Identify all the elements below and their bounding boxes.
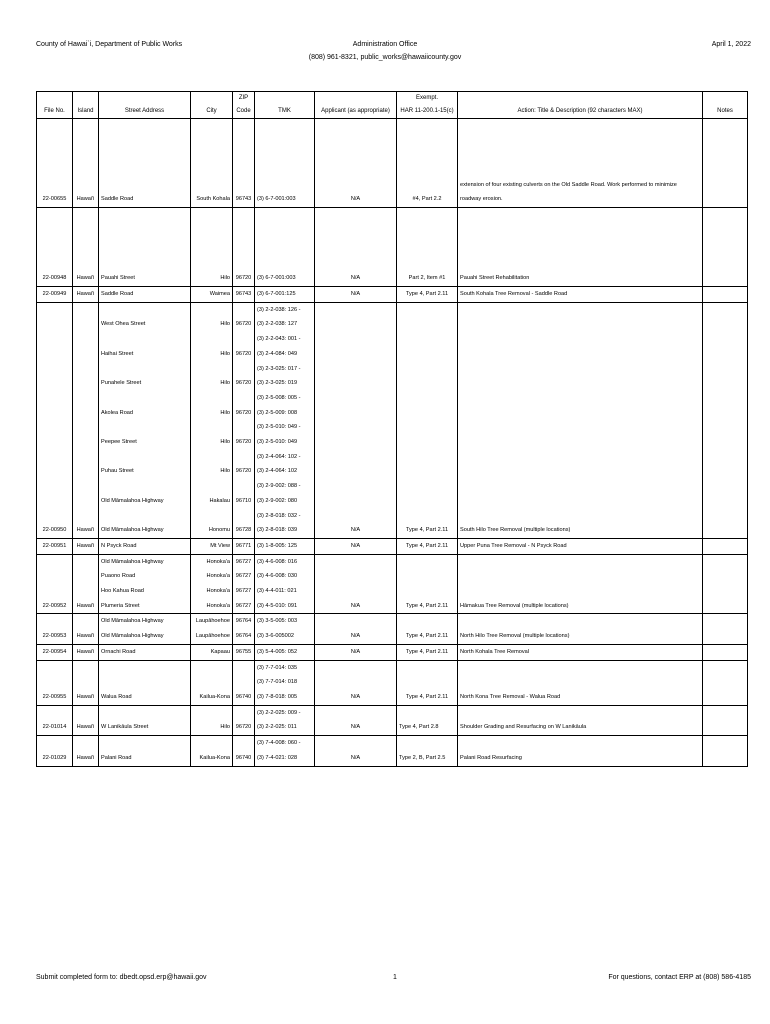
city: Mt View: [191, 538, 233, 554]
col-exempt: Exempt. HAR 11-200.1-15(c): [397, 92, 458, 119]
exempt: Part 2, Item #1: [397, 208, 458, 287]
island: Hawai'i: [73, 302, 99, 538]
notes: [703, 736, 748, 766]
header-office: [260, 38, 510, 64]
applicant: N/A: [315, 208, 397, 287]
tmk: (3) 2-2-025: 009 - (3) 2-2-025: 011: [255, 705, 315, 735]
office-title: Administration Office: [352, 41, 418, 48]
file-no: 22-01029: [37, 736, 73, 766]
notes: [703, 119, 748, 208]
street: Pauahi Street: [99, 208, 191, 287]
island: Hawai'i: [73, 208, 99, 287]
applicant: N/A: [315, 287, 397, 303]
file-no: 22-00655: [37, 119, 73, 208]
city: Honoka'a Honoka'a Honoka'a Honoka'a: [191, 554, 233, 614]
applicant: N/A: [315, 660, 397, 705]
zip: 96720 96720 96720 96720 96720 96720 96710 96728: [233, 302, 255, 538]
tmk: (3) 1-8-005: 125: [255, 538, 315, 554]
table-header-row: [37, 92, 748, 119]
notes: [703, 660, 748, 705]
street: Old Māmalahoa Highway Puaono Road Hoo Kahua Road Plumeria Street: [99, 554, 191, 614]
tmk: (3) 3-5-005: 003 (3) 3-6-005002: [255, 614, 315, 644]
file-no: 22-01014: [37, 705, 73, 735]
applicant: N/A: [315, 736, 397, 766]
island: Hawai'i: [73, 660, 99, 705]
action: Palani Road Resurfacing: [458, 736, 703, 766]
street: West Ohea Street Haihai Street Punahele Street Akolea Road Peepee Street Puhau Street Old Māmalahoa Highway Old Māmalahoa Highway: [99, 302, 191, 538]
notes: [703, 705, 748, 735]
street: Saddle Road: [99, 287, 191, 303]
page-number: 1: [393, 974, 397, 981]
island: Hawai'i: [73, 538, 99, 554]
city: Kailua-Kona: [191, 736, 233, 766]
table-row: [37, 644, 748, 660]
table-row: [37, 119, 748, 208]
zip: 96743: [233, 119, 255, 208]
tmk: (3) 4-6-008: 016 (3) 4-6-008: 030 (3) 4-4-011: 021 (3) 4-5-010: 091: [255, 554, 315, 614]
zip: 96743: [233, 287, 255, 303]
action: extension of four existing culverts on the Old Saddle Road. Work performed to minimize roadway erosion.: [458, 119, 703, 208]
tmk: (3) 5-4-005: 052: [255, 644, 315, 660]
tmk: (3) 7-4-008: 060 - (3) 7-4-021: 028: [255, 736, 315, 766]
city: Kapaau: [191, 644, 233, 660]
action: Hāmakua Tree Removal (multiple locations): [458, 554, 703, 614]
tmk: (3) 6-7-001:003: [255, 119, 315, 208]
col-tmk: TMK: [255, 92, 315, 119]
col-file-no: File No.: [37, 92, 73, 119]
action: South Kohala Tree Removal - Saddle Road: [458, 287, 703, 303]
col-city: City: [191, 92, 233, 119]
zip: 96727 96727 96727 96727: [233, 554, 255, 614]
exempt: Type 4, Part 2.11: [397, 554, 458, 614]
col-notes: Notes: [703, 92, 748, 119]
table-row: [37, 538, 748, 554]
exempt: Type 4, Part 2.11: [397, 287, 458, 303]
header-department: County of Hawai`i, Department of Public Works: [36, 41, 183, 48]
notes: [703, 287, 748, 303]
island: Hawai'i: [73, 644, 99, 660]
island: Hawai'i: [73, 614, 99, 644]
action: North Kohala Tree Removal: [458, 644, 703, 660]
table-row: [37, 287, 748, 303]
table-row: [37, 705, 748, 735]
street: Palani Road: [99, 736, 191, 766]
tmk: (3) 2-2-038: 126 - (3) 2-2-038: 127 (3) 2-2-043: 001 - (3) 2-4-084: 049 (3) 2-3-025: 017 - (3) 2-3-025: 019 (3) 2-5-008: 005 - (3) 2-5-009: 008 (3) 2-5-010: 049 - (3) 2-5-010: 049 (3) 2-4-064: 102 - (3) 2-4-064: 102 (3) 2-9-002: 088 - (3) 2-9-002: 080 (3) 2-8-018: 032 - (3) 2-8-018: 039: [255, 302, 315, 538]
street: Ornachi Road: [99, 644, 191, 660]
city: Hilo: [191, 705, 233, 735]
applicant: N/A: [315, 644, 397, 660]
applicant: N/A: [315, 538, 397, 554]
col-zip: ZIP Code: [233, 92, 255, 119]
action: Pauahi Street Rehabilitation: [458, 208, 703, 287]
city: Kailua-Kona: [191, 660, 233, 705]
applicant: N/A: [315, 554, 397, 614]
street: W Lanikāula Street: [99, 705, 191, 735]
zip: 96720: [233, 705, 255, 735]
applicant: N/A: [315, 614, 397, 644]
file-no: 22-00950: [37, 302, 73, 538]
footer-submit-note: Submit completed form to: dbedt.opsd.erp@hawaii.gov: [36, 974, 207, 981]
street: Saddle Road: [99, 119, 191, 208]
notes: [703, 554, 748, 614]
file-no: 22-00949: [37, 287, 73, 303]
city: Waimea: [191, 287, 233, 303]
col-island: Island: [73, 92, 99, 119]
zip: 96740: [233, 736, 255, 766]
action: South Hilo Tree Removal (multiple locations): [458, 302, 703, 538]
office-contact: (808) 961-8321, public_works@hawaiicounty.gov: [308, 54, 462, 61]
applicant: N/A: [315, 119, 397, 208]
file-no: 22-00952: [37, 554, 73, 614]
exempt: Type 4, Part 2.11: [397, 660, 458, 705]
notes: [703, 614, 748, 644]
table-row: [37, 554, 748, 614]
col-street: Street Address: [99, 92, 191, 119]
file-no: 22-00954: [37, 644, 73, 660]
exempt: Type 4, Part 2.11: [397, 614, 458, 644]
footer-contact: For questions, contact ERP at (808) 586-4185: [608, 974, 751, 981]
island: Hawai'i: [73, 736, 99, 766]
street: Old Māmalahoa Highway Old Māmalahoa Highway: [99, 614, 191, 644]
zip: 96720: [233, 208, 255, 287]
file-no: 22-00951: [37, 538, 73, 554]
island: Hawai'i: [73, 554, 99, 614]
zip: 96740: [233, 660, 255, 705]
notes: [703, 538, 748, 554]
zip: 96764 96764: [233, 614, 255, 644]
exempt: Type 4, Part 2.8: [397, 705, 458, 735]
island: Hawai'i: [73, 119, 99, 208]
island: Hawai'i: [73, 705, 99, 735]
file-no: 22-00955: [37, 660, 73, 705]
table-row: [37, 660, 748, 705]
street: Walua Road: [99, 660, 191, 705]
notes: [703, 302, 748, 538]
table-row: [37, 302, 748, 538]
table-row: [37, 208, 748, 287]
exempt: Type 2, B, Part 2.5: [397, 736, 458, 766]
applicant: N/A: [315, 705, 397, 735]
city: Laupāhoehoe Laupāhoehoe: [191, 614, 233, 644]
col-applicant: Applicant (as appropriate): [315, 92, 397, 119]
exemption-table: [36, 91, 748, 767]
action: Shoulder Grading and Resurfacing on W Lanikāula: [458, 705, 703, 735]
zip: 96771: [233, 538, 255, 554]
tmk: (3) 6-7-001:003: [255, 208, 315, 287]
street: N Psyck Road: [99, 538, 191, 554]
zip: 96755: [233, 644, 255, 660]
city: Hilo Hilo Hilo Hilo Hilo Hilo Hakalau Honomu: [191, 302, 233, 538]
exempt: Type 4, Part 2.11: [397, 538, 458, 554]
exempt: #4, Part 2.2: [397, 119, 458, 208]
file-no: 22-00948: [37, 208, 73, 287]
city: South Kohala: [191, 119, 233, 208]
notes: [703, 644, 748, 660]
header-date: April 1, 2022: [711, 41, 751, 48]
tmk: (3) 6-7-001:125: [255, 287, 315, 303]
applicant: N/A: [315, 302, 397, 538]
action: North Kona Tree Removal - Walua Road: [458, 660, 703, 705]
col-action: Action: Title & Description (92 characters MAX): [458, 92, 703, 119]
tmk: (3) 7-7-014: 035 (3) 7-7-014: 018 (3) 7-8-018: 005: [255, 660, 315, 705]
exempt: Type 4, Part 2.11: [397, 302, 458, 538]
action: North Hilo Tree Removal (multiple locations): [458, 614, 703, 644]
notes: [703, 208, 748, 287]
file-no: 22-00953: [37, 614, 73, 644]
exempt: Type 4, Part 2.11: [397, 644, 458, 660]
table-row: [37, 614, 748, 644]
action: Upper Puna Tree Removal - N Psyck Road: [458, 538, 703, 554]
island: Hawai'i: [73, 287, 99, 303]
table-row: [37, 736, 748, 766]
city: Hilo: [191, 208, 233, 287]
